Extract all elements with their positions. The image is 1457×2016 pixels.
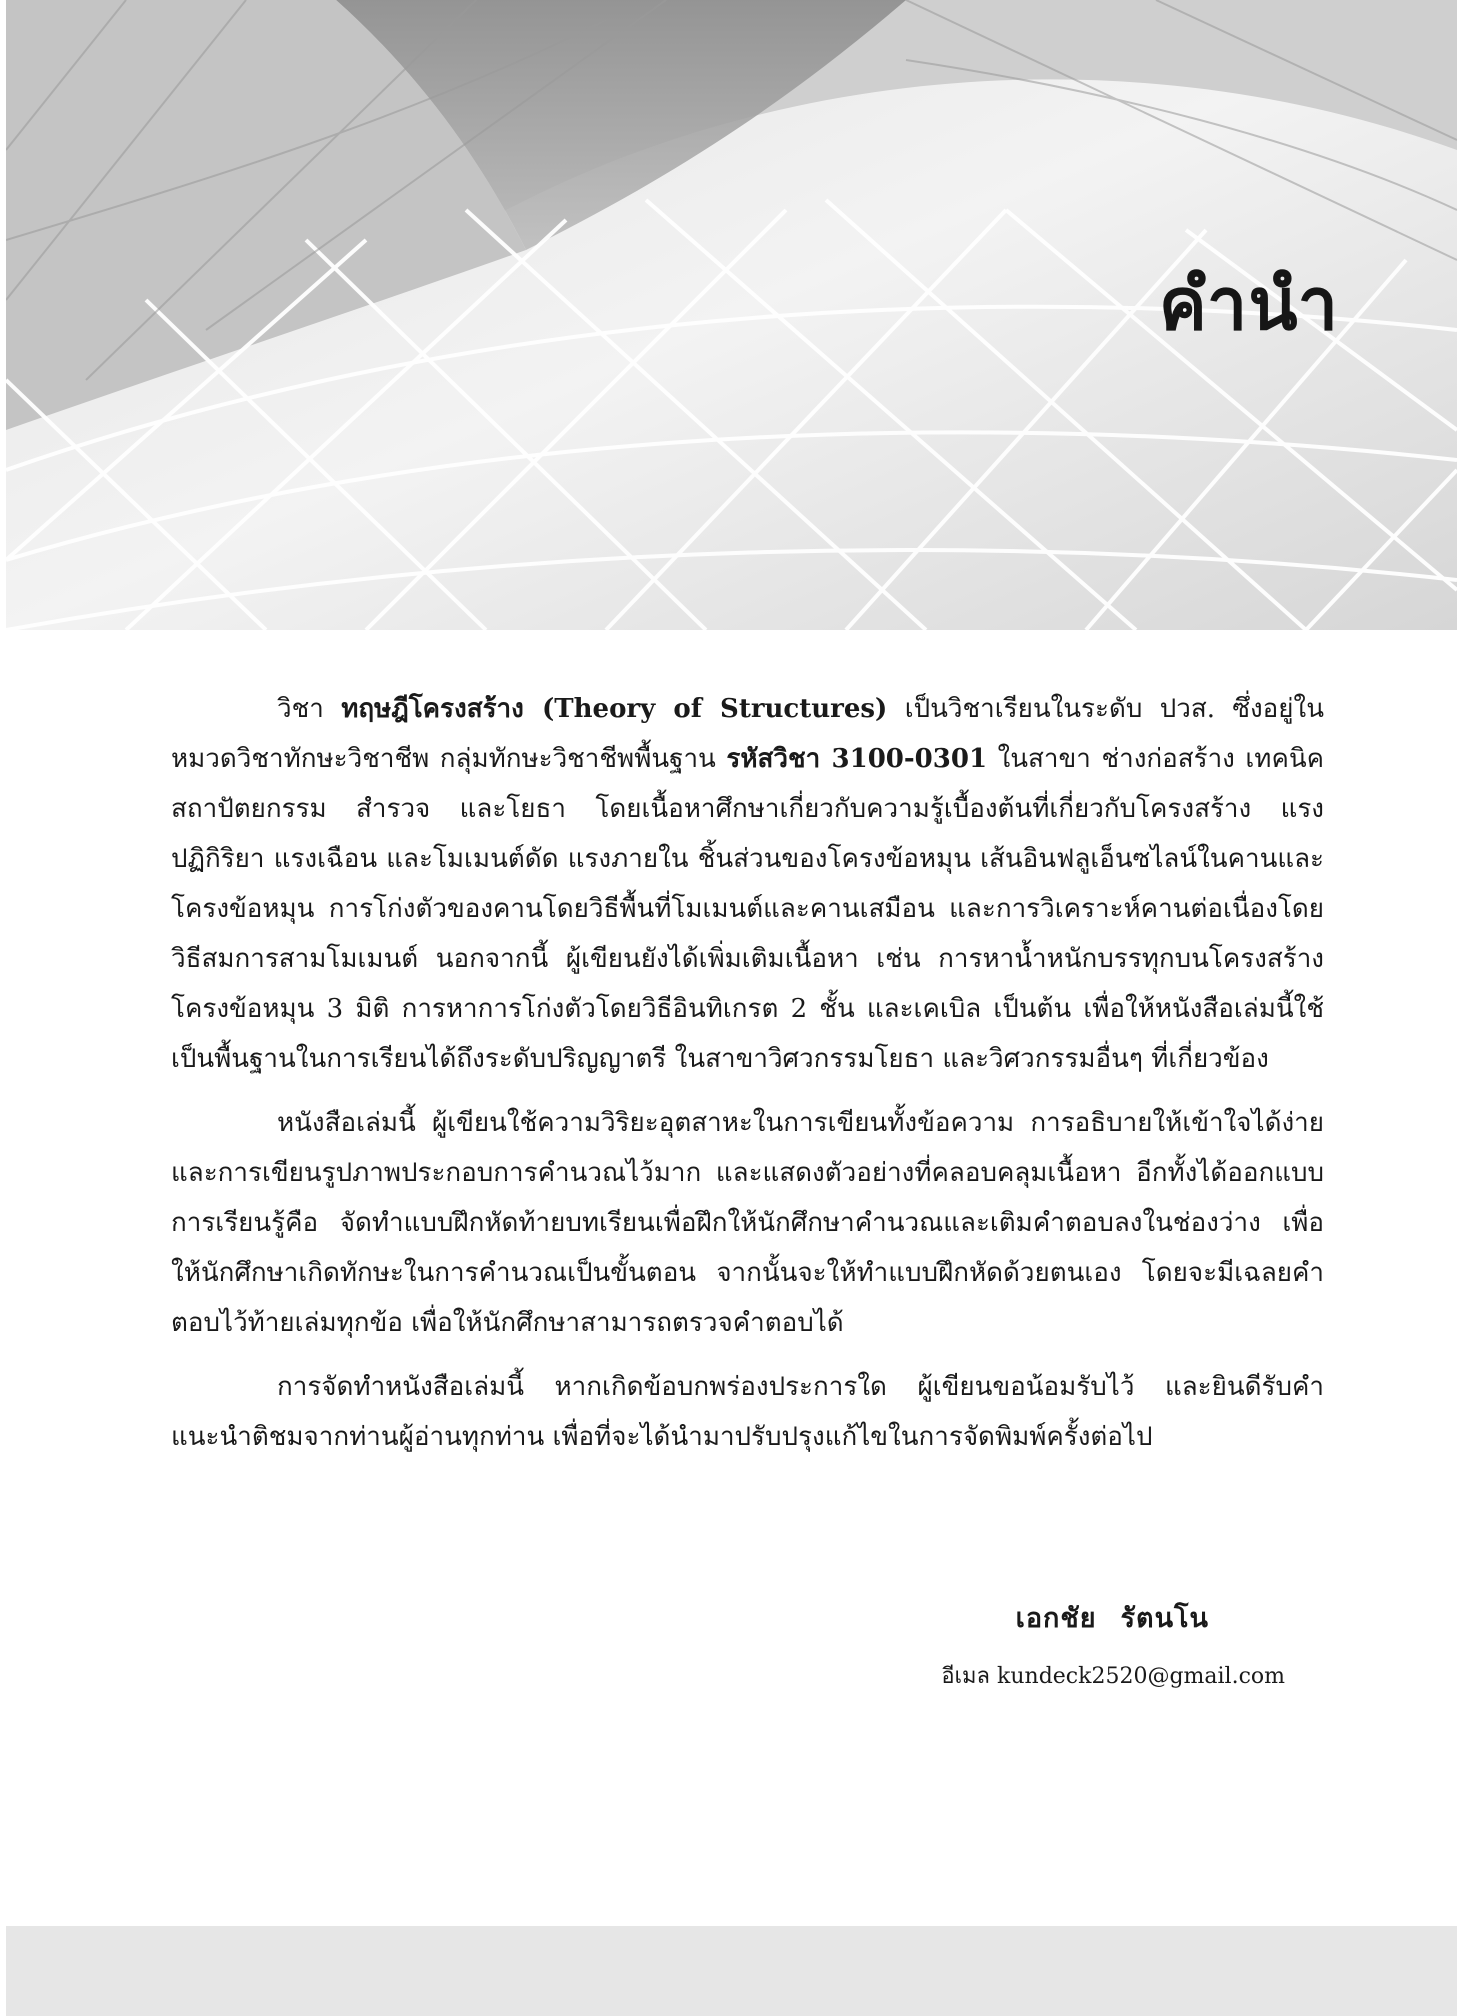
email-label: อีเมล	[941, 1664, 991, 1689]
paragraph-2: หนังสือเล่มนี้ ผู้เขียนใช้ความวิริยะอุตสาหะในการเขียนทั้งข้อความ การอธิบายให้เข้าใจได้ง่าย และการเขียนรูปภาพประกอบการคำนวณไว้มาก และแสดงตัวอย่างที่คลอบคลุมเนื้อหา อีกทั้งได้ออกแบบการเรียนรู้คือ จัดทำแบบฝึกหัดท้ายบทเรียนเพื่อฝึกให้นักศึกษาคำนวณและเติมคำตอบลงในช่องว่าง เพื่อให้นักศึกษาเกิดทักษะในการคำนวณเป็นขั้นตอน จากนั้นจะให้ทำแบบฝึกหัดด้วยตนเอง โดยจะมีเฉลยคำตอบไว้ท้ายเล่มทุกข้อ เพื่อให้นักศึกษาสามารถตรวจคำตอบได้	[171, 1108, 1324, 1338]
page-title: คำนำ	[1158, 262, 1339, 346]
preface-body	[171, 684, 1324, 1476]
course-name: ทฤษฎีโครงสร้าง (Theory of Structures)	[341, 694, 888, 724]
author-first-name: เอกชัย	[1015, 1603, 1097, 1634]
paragraph-1: วิชา ทฤษฎีโครงสร้าง (Theory of Structures) เป็นวิชาเรียนในระดับ ปวส. ซึ่งอยู่ในหมวดวิชาทักษะวิชาชีพ กลุ่มทักษะวิชาชีพพื้นฐาน รหัสวิชา 3100-0301 ในสาขา ช่างก่อสร้าง เทคนิคสถาปัตยกรรม สำรวจ และโยธา โดยเนื้อหาศึกษาเกี่ยวกับความรู้เบื้องต้นที่เกี่ยวกับโครงสร้าง แรงปฏิกิริยา แรงเฉือน และโมเมนต์ดัด แรงภายใน ชิ้นส่วนของโครงข้อหมุน เส้นอินฟลูเอ็นซไลน์ในคานและโครงข้อหมุน การโก่งตัวของคานโดยวิธีพื้นที่โมเมนต์และคานเสมือน และการวิเคราะห์คานต่อเนื่องโดยวิธีสมการสามโมเมนต์ นอกจากนี้ ผู้เขียนยังได้เพิ่มเติมเนื้อหา เช่น การหาน้ำหนักบรรทุกบนโครงสร้าง โครงข้อหมุน 3 มิติ การหาการโก่งตัวโดยวิธีอินทิเกรต 2 ชั้น และเคเบิล เป็นต้น เพื่อให้หนังสือเล่มนี้ใช้เป็นพื้นฐานในการเรียนได้ถึงระดับปริญญาตรี ในสาขาวิศวกรรมโยธา และวิศวกรรมอื่นๆ ที่เกี่ยวข้อง	[171, 694, 1324, 1074]
paragraph-3: การจัดทำหนังสือเล่มนี้ หากเกิดข้อบกพร่องประการใด ผู้เขียนขอน้อมรับไว้ และยินดีรับคำแนะนำติชมจากท่านผู้อ่านทุกท่าน เพื่อที่จะได้นำมาปรับปรุงแก้ไขในการจัดพิมพ์ครั้งต่อไป	[171, 1372, 1324, 1452]
author-last-name: รัตนโน	[1120, 1603, 1209, 1634]
author-signature	[1016, 1596, 1209, 1639]
course-code: รหัสวิชา 3100-0301	[726, 744, 988, 774]
email-address[interactable]: kundeck2520@gmail.com	[997, 1664, 1285, 1689]
author-email	[941, 1658, 1285, 1693]
footer-band	[6, 1926, 1457, 2016]
